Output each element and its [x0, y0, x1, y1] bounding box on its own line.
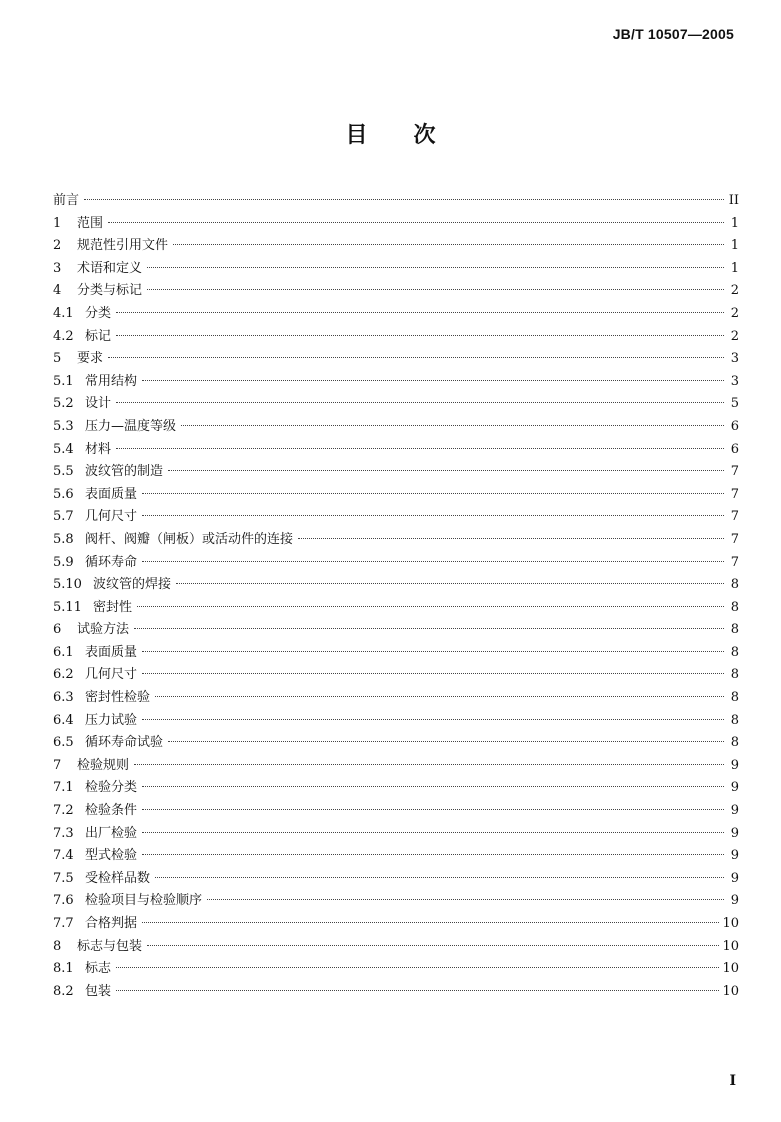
toc-entry-label: 材料 [85, 441, 112, 457]
toc-entry-number: 5 [53, 351, 62, 367]
toc-entry[interactable] [53, 258, 739, 281]
toc-entry-number: 6 [53, 622, 62, 638]
toc-entry-number: 6.4 [53, 712, 74, 728]
toc-entry-number: 5.7 [53, 509, 74, 525]
toc-entry-label: 压力—温度等级 [85, 418, 177, 434]
toc-entry-page: 8 [730, 599, 739, 615]
toc-leader-dots [116, 990, 719, 991]
toc-leader-dots [176, 583, 724, 584]
toc-entry-number: 7.1 [53, 780, 74, 796]
toc-leader-dots [168, 741, 724, 742]
toc-entry-label: 表面质量 [85, 486, 138, 502]
toc-entry-label: 规范性引用文件 [77, 238, 169, 254]
toc-entry[interactable] [53, 280, 739, 303]
toc-entry-number: 3 [53, 260, 62, 276]
toc-entry-label: 波纹管的制造 [85, 464, 164, 480]
toc-entry[interactable] [53, 890, 739, 913]
toc-leader-dots [142, 673, 724, 674]
page-number: I [729, 1073, 736, 1089]
toc-entry-label: 循环寿命 [85, 554, 138, 570]
toc-entry-page: 3 [730, 351, 739, 367]
toc-entry-label: 波纹管的焊接 [93, 577, 172, 593]
toc-entry-label: 前言 [53, 193, 80, 208]
toc-leader-dots [147, 945, 719, 946]
toc-leader-dots [142, 493, 724, 494]
toc-leader-dots [142, 651, 724, 652]
toc-entry-number: 6.5 [53, 735, 74, 751]
toc-entry-number: 6.2 [53, 667, 74, 683]
toc-entry[interactable] [53, 800, 739, 823]
toc-entry-page: 8 [730, 735, 739, 751]
toc-entry[interactable] [53, 190, 739, 213]
toc-leader-dots [116, 312, 724, 313]
toc-entry-label: 常用结构 [85, 373, 138, 389]
toc-entry-number: 5.3 [53, 418, 74, 434]
toc-entry[interactable] [53, 416, 739, 439]
toc-leader-dots [142, 809, 724, 810]
toc-entry-label: 分类与标记 [77, 283, 143, 299]
toc-entry[interactable] [53, 348, 739, 371]
toc-entry-number: 5.10 [53, 577, 82, 593]
toc-entry[interactable] [53, 936, 739, 959]
toc-entry[interactable] [53, 597, 739, 620]
toc-entry-number: 7.5 [53, 870, 74, 886]
toc-entry-page: 9 [730, 870, 739, 886]
page-title [0, 118, 781, 149]
toc-entry[interactable] [53, 823, 739, 846]
toc-entry-number: 6.1 [53, 644, 74, 660]
toc-entry-label: 设计 [85, 396, 112, 412]
toc-leader-dots [181, 425, 724, 426]
toc-entry-number: 8 [53, 938, 62, 954]
toc-entry[interactable] [53, 439, 739, 462]
toc-entry-page: 10 [722, 983, 739, 999]
toc-entry[interactable] [53, 732, 739, 755]
title-char-1: 目 [345, 123, 368, 148]
toc-leader-dots [108, 222, 724, 223]
toc-leader-dots [142, 786, 724, 787]
toc-entry-page: 8 [730, 622, 739, 638]
toc-entry-page: 7 [730, 464, 739, 480]
toc-entry-label: 术语和定义 [77, 260, 143, 276]
table-of-contents [53, 190, 739, 1003]
toc-entry-label: 试验方法 [77, 622, 130, 638]
toc-entry-number: 7.3 [53, 825, 74, 841]
toc-leader-dots [137, 606, 724, 607]
toc-entry-page: 1 [730, 238, 739, 254]
toc-entry[interactable] [53, 574, 739, 597]
toc-entry-page: 9 [730, 848, 739, 864]
toc-entry[interactable] [53, 958, 739, 981]
toc-entry[interactable] [53, 687, 739, 710]
standard-code: JB/T 10507—2005 [612, 26, 734, 42]
toc-entry-number: 1 [53, 215, 62, 231]
toc-entry-page: 3 [730, 373, 739, 389]
toc-entry-page: 6 [730, 418, 739, 434]
toc-entry-number: 7.2 [53, 803, 74, 819]
toc-entry-label: 标志 [85, 961, 112, 977]
toc-entry-number: 8.1 [53, 961, 74, 977]
toc-entry-label: 标记 [85, 328, 112, 344]
toc-entry-page: 8 [730, 577, 739, 593]
toc-entry-page: 9 [730, 780, 739, 796]
toc-entry-page: 10 [722, 916, 739, 931]
toc-entry-number: 7 [53, 757, 62, 773]
toc-leader-dots [298, 538, 724, 539]
toc-leader-dots [142, 380, 724, 381]
toc-entry-number: 5.5 [53, 464, 74, 480]
toc-entry-number: 7.7 [53, 916, 74, 931]
toc-entry-number: 7.4 [53, 848, 74, 864]
toc-entry-label: 出厂检验 [85, 825, 138, 841]
toc-leader-dots [142, 515, 724, 516]
toc-entry-page: 9 [730, 893, 739, 909]
toc-leader-dots [116, 402, 724, 403]
toc-entry-page: 8 [730, 644, 739, 660]
toc-entry-number: 5.4 [53, 441, 74, 457]
toc-entry-number: 7.6 [53, 893, 74, 909]
toc-entry[interactable] [53, 529, 739, 552]
toc-entry-label: 合格判据 [85, 916, 138, 931]
toc-entry-number: 5.9 [53, 554, 74, 570]
title-char-2: 次 [413, 123, 436, 148]
toc-entry-number: 5.8 [53, 531, 74, 547]
toc-entry-number: 6.3 [53, 690, 74, 706]
toc-entry[interactable] [53, 619, 739, 642]
toc-entry-page: 7 [730, 509, 739, 525]
toc-leader-dots [147, 267, 724, 268]
toc-entry[interactable] [53, 326, 739, 349]
toc-entry-page: 7 [730, 554, 739, 570]
toc-entry[interactable] [53, 642, 739, 665]
toc-entry-label: 受检样品数 [85, 870, 151, 886]
toc-entry[interactable] [53, 235, 739, 258]
toc-entry[interactable] [53, 506, 739, 529]
toc-entry-label: 压力试验 [85, 712, 138, 728]
toc-leader-dots [142, 854, 724, 855]
toc-entry-number: 5.1 [53, 373, 74, 389]
toc-entry[interactable] [53, 755, 739, 778]
toc-entry[interactable] [53, 777, 739, 800]
toc-leader-dots [108, 357, 724, 358]
toc-entry-page: 8 [730, 667, 739, 683]
toc-entry-number: 8.2 [53, 983, 74, 999]
toc-entry[interactable] [53, 913, 739, 936]
toc-entry[interactable] [53, 981, 739, 1004]
toc-leader-dots [116, 335, 724, 336]
toc-leader-dots [142, 561, 724, 562]
toc-entry-page: II [728, 193, 739, 208]
toc-entry-page: 5 [730, 396, 739, 412]
toc-entry-label: 密封性 [93, 599, 133, 615]
toc-entry[interactable] [53, 484, 739, 507]
toc-entry[interactable] [53, 868, 739, 891]
toc-entry-number: 4 [53, 283, 62, 299]
toc-entry[interactable] [53, 303, 739, 326]
toc-entry-page: 8 [730, 712, 739, 728]
toc-entry-label: 型式检验 [85, 848, 138, 864]
toc-entry-label: 密封性检验 [85, 690, 151, 706]
toc-entry-label: 几何尺寸 [85, 509, 138, 525]
toc-leader-dots [142, 719, 724, 720]
toc-entry-label: 检验项目与检验顺序 [85, 893, 203, 909]
toc-entry-page: 2 [730, 283, 739, 299]
toc-leader-dots [134, 628, 724, 629]
toc-entry-label: 检验规则 [77, 757, 130, 773]
toc-leader-dots [155, 696, 724, 697]
toc-entry-page: 2 [730, 305, 739, 321]
toc-entry-number: 2 [53, 238, 62, 254]
toc-leader-dots [134, 764, 724, 765]
toc-entry-label: 循环寿命试验 [85, 735, 164, 751]
toc-leader-dots [116, 967, 719, 968]
toc-entry-page: 6 [730, 441, 739, 457]
toc-entry-label: 检验分类 [85, 780, 138, 796]
toc-entry[interactable] [53, 213, 739, 236]
toc-entry-page: 1 [730, 215, 739, 231]
toc-entry-number: 4.2 [53, 328, 74, 344]
toc-entry-page: 9 [730, 757, 739, 773]
toc-leader-dots [84, 199, 724, 200]
toc-entry-page: 2 [730, 328, 739, 344]
toc-leader-dots [155, 877, 724, 878]
toc-entry-number: 5.2 [53, 396, 74, 412]
toc-entry[interactable] [53, 461, 739, 484]
toc-entry-number: 5.6 [53, 486, 74, 502]
toc-entry-page: 1 [730, 260, 739, 276]
toc-entry-number: 4.1 [53, 305, 74, 321]
toc-entry-page: 8 [730, 690, 739, 706]
toc-entry-label: 要求 [77, 351, 104, 367]
toc-entry[interactable] [53, 710, 739, 733]
toc-entry-page: 7 [730, 531, 739, 547]
toc-entry-page: 9 [730, 803, 739, 819]
toc-entry-page: 9 [730, 825, 739, 841]
toc-entry[interactable] [53, 552, 739, 575]
toc-leader-dots [173, 244, 724, 245]
toc-entry-label: 表面质量 [85, 644, 138, 660]
toc-entry-page: 10 [722, 961, 739, 977]
toc-entry[interactable] [53, 393, 739, 416]
toc-entry[interactable] [53, 845, 739, 868]
toc-leader-dots [116, 448, 724, 449]
toc-leader-dots [142, 922, 719, 923]
toc-entry-label: 阀杆、阀瓣（闸板）或活动件的连接 [85, 531, 294, 547]
toc-entry[interactable] [53, 664, 739, 687]
toc-leader-dots [147, 289, 724, 290]
toc-entry-number: 5.11 [53, 599, 82, 615]
toc-entry[interactable] [53, 371, 739, 394]
toc-entry-label: 包装 [85, 983, 112, 999]
toc-entry-label: 检验条件 [85, 803, 138, 819]
toc-leader-dots [168, 470, 724, 471]
toc-leader-dots [207, 899, 724, 900]
toc-entry-label: 标志与包装 [77, 938, 143, 954]
toc-leader-dots [142, 832, 724, 833]
toc-entry-label: 几何尺寸 [85, 667, 138, 683]
toc-entry-label: 范围 [77, 215, 104, 231]
toc-entry-page: 10 [722, 938, 739, 954]
toc-entry-label: 分类 [85, 305, 112, 321]
toc-entry-page: 7 [730, 486, 739, 502]
